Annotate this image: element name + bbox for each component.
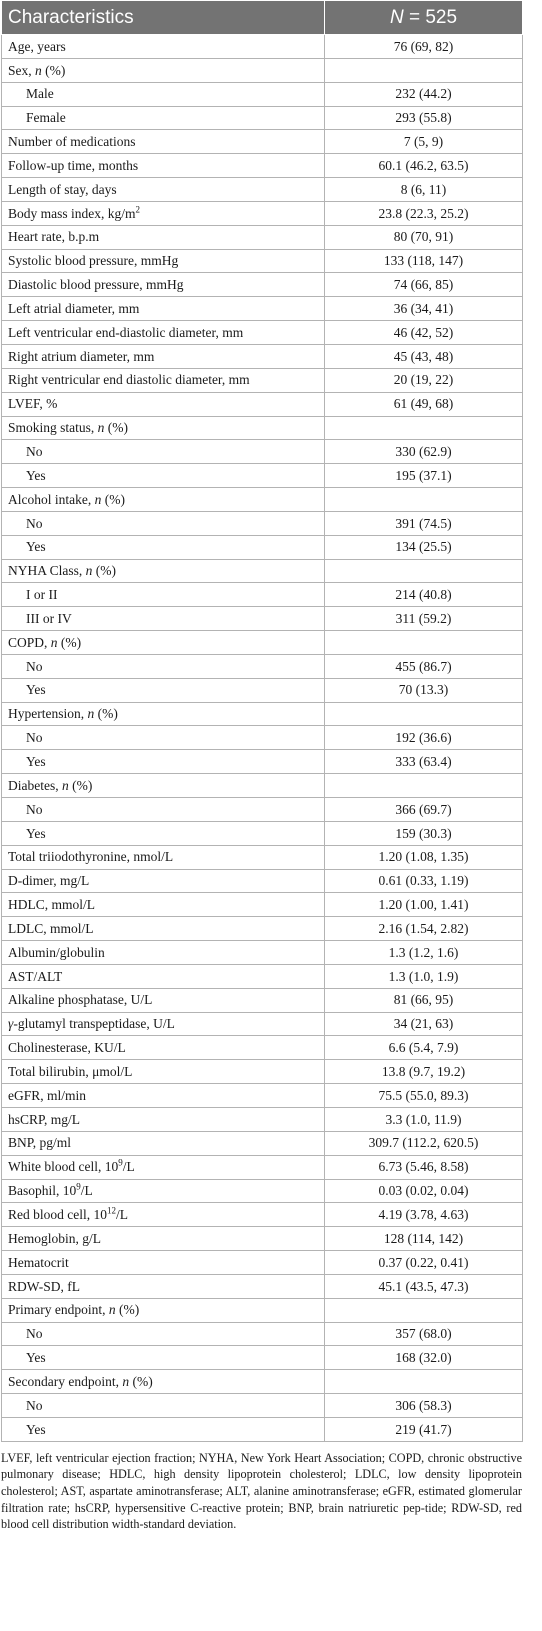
table-row	[2, 750, 523, 774]
row-label	[2, 201, 325, 225]
row-label-suffix: /L	[115, 1207, 128, 1223]
row-label-superscript: 9	[118, 1157, 123, 1168]
table-row	[2, 35, 523, 59]
row-label-text: Basophil, 10	[8, 1183, 77, 1199]
table-row	[2, 607, 523, 631]
row-label-suffix: /L	[80, 1183, 93, 1199]
row-value: 214 (40.8)	[325, 583, 523, 607]
row-label-text: Male	[26, 86, 54, 102]
row-value: 3.3 (1.0, 11.9)	[325, 1107, 523, 1131]
row-label	[2, 1060, 325, 1084]
row-label	[2, 1131, 325, 1155]
row-label-text: Hematocrit	[8, 1254, 69, 1270]
row-label-text: LVEF, %	[8, 396, 58, 412]
row-label	[2, 678, 325, 702]
table-footnote: LVEF, left ventricular ejection fraction; NYHA, New York Heart Association; COPD, chronic obstructive pulmonary disease; HDLC, high density lipoprotein cholesterol; LDLC, low density lipoprotein cholesterol; AST, aspartate aminotransferase; ALT, alanine aminotransferase; eGFR, estimated glomerular filtration rate; hsCRP, hypersensitive C-reactive protein; BNP, brain natriuretic pep-tide; RDW-SD, red blood cell distribution width-standard deviation.	[1, 1450, 522, 1532]
row-value: 134 (25.5)	[325, 535, 523, 559]
row-value: 293 (55.8)	[325, 106, 523, 130]
table-row	[2, 1370, 523, 1394]
row-label-text: COPD,	[8, 634, 51, 650]
table-row	[2, 1084, 523, 1108]
row-label-text: Systolic blood pressure, mmHg	[8, 253, 179, 269]
row-label-text: Total bilirubin, μmol/L	[8, 1063, 133, 1079]
row-label-italic: n	[108, 1302, 116, 1318]
row-label-text: Sex,	[8, 62, 35, 78]
row-value: 23.8 (22.3, 25.2)	[325, 201, 523, 225]
row-label-text: NYHA Class,	[8, 563, 86, 579]
row-label-text: No	[26, 1397, 43, 1413]
row-label-suffix: (%)	[57, 634, 82, 650]
row-label	[2, 35, 325, 59]
row-label-suffix: (%)	[92, 563, 117, 579]
row-label-text: Albumin/globulin	[8, 944, 105, 960]
row-value: 80 (70, 91)	[325, 225, 523, 249]
row-label	[2, 869, 325, 893]
table-row	[2, 1274, 523, 1298]
row-label	[2, 297, 325, 321]
row-value: 34 (21, 63)	[325, 1012, 523, 1036]
row-label	[2, 893, 325, 917]
row-label-text: Hypertension,	[8, 706, 88, 722]
table-row	[2, 440, 523, 464]
row-label	[2, 1179, 325, 1203]
table-row	[2, 82, 523, 106]
row-value	[325, 631, 523, 655]
row-label-superscript: 2	[135, 204, 140, 215]
row-label	[2, 58, 325, 82]
table-row	[2, 488, 523, 512]
row-label-superscript: 12	[106, 1205, 116, 1216]
table-row	[2, 917, 523, 941]
row-label-text: hsCRP, mg/L	[8, 1111, 81, 1127]
row-label-text: Yes	[26, 539, 46, 555]
row-value: 159 (30.3)	[325, 821, 523, 845]
table-row	[2, 321, 523, 345]
row-value: 20 (19, 22)	[325, 368, 523, 392]
row-label-text: Length of stay, days	[8, 181, 117, 197]
table-row	[2, 798, 523, 822]
row-label-italic: n	[35, 62, 42, 78]
row-value: 45.1 (43.5, 47.3)	[325, 1274, 523, 1298]
row-label-text: Follow-up time, months	[8, 157, 139, 173]
row-label	[2, 1036, 325, 1060]
table-row	[2, 106, 523, 130]
row-value: 455 (86.7)	[325, 654, 523, 678]
row-label	[2, 1322, 325, 1346]
row-label	[2, 607, 325, 631]
row-label-text: I or II	[26, 587, 58, 603]
table-row	[2, 1227, 523, 1251]
table-row	[2, 845, 523, 869]
row-value: 46 (42, 52)	[325, 321, 523, 345]
row-label	[2, 130, 325, 154]
row-label-text: Right atrium diameter, mm	[8, 348, 155, 364]
table-row	[2, 988, 523, 1012]
row-label-text: Smoking status,	[8, 420, 98, 436]
table-row	[2, 58, 523, 82]
row-value: 36 (34, 41)	[325, 297, 523, 321]
row-value: 1.20 (1.08, 1.35)	[325, 845, 523, 869]
row-label-text: D-dimer, mg/L	[8, 873, 90, 889]
row-label	[2, 1155, 325, 1179]
row-label-suffix: (%)	[68, 777, 93, 793]
row-label	[2, 774, 325, 798]
row-value: 1.3 (1.2, 1.6)	[325, 941, 523, 965]
table-header-row	[2, 1, 523, 35]
row-label-suffix: (%)	[94, 706, 118, 722]
row-value: 60.1 (46.2, 63.5)	[325, 154, 523, 178]
row-value: 128 (114, 142)	[325, 1227, 523, 1251]
row-label	[2, 368, 325, 392]
row-label-text: -glutamyl transpeptidase, U/L	[13, 1016, 175, 1032]
header-n-symbol: N	[389, 6, 404, 28]
row-value: 45 (43, 48)	[325, 344, 523, 368]
table-row	[2, 941, 523, 965]
row-value: 0.03 (0.02, 0.04)	[325, 1179, 523, 1203]
row-value: 306 (58.3)	[325, 1394, 523, 1418]
table-row	[2, 1155, 523, 1179]
table-row	[2, 249, 523, 273]
row-label-text: Alkaline phosphatase, U/L	[8, 992, 153, 1008]
row-value: 2.16 (1.54, 2.82)	[325, 917, 523, 941]
table-row	[2, 1417, 523, 1441]
row-value: 76 (69, 82)	[325, 35, 523, 59]
row-label	[2, 511, 325, 535]
table-row	[2, 1298, 523, 1322]
table-row	[2, 1251, 523, 1275]
table-row	[2, 726, 523, 750]
row-label-text: Yes	[26, 1421, 46, 1437]
row-label	[2, 964, 325, 988]
table-row	[2, 774, 523, 798]
header-n	[325, 1, 523, 35]
row-value: 311 (59.2)	[325, 607, 523, 631]
row-value: 4.19 (3.78, 4.63)	[325, 1203, 523, 1227]
row-label-italic: n	[85, 563, 93, 579]
row-label	[2, 106, 325, 130]
row-value: 391 (74.5)	[325, 511, 523, 535]
row-label-italic: n	[50, 634, 58, 650]
row-label	[2, 1394, 325, 1418]
row-label-text: Diastolic blood pressure, mmHg	[8, 277, 184, 293]
row-label-text: Primary endpoint,	[8, 1302, 109, 1318]
row-value: 70 (13.3)	[325, 678, 523, 702]
row-label-text: No	[26, 515, 43, 531]
table-row	[2, 273, 523, 297]
row-label	[2, 798, 325, 822]
row-label-text: No	[26, 658, 43, 674]
row-label-text: Yes	[26, 753, 46, 769]
table-row	[2, 130, 523, 154]
row-value: 168 (32.0)	[325, 1346, 523, 1370]
row-label-greek: γ	[8, 1016, 14, 1032]
table-row	[2, 297, 523, 321]
row-value: 0.61 (0.33, 1.19)	[325, 869, 523, 893]
row-label	[2, 321, 325, 345]
row-label	[2, 273, 325, 297]
row-label-text: No	[26, 444, 43, 460]
row-label	[2, 1251, 325, 1275]
row-label-text: Yes	[26, 682, 46, 698]
row-value: 6.6 (5.4, 7.9)	[325, 1036, 523, 1060]
row-value: 357 (68.0)	[325, 1322, 523, 1346]
row-label	[2, 154, 325, 178]
row-label	[2, 392, 325, 416]
table-row	[2, 368, 523, 392]
row-label	[2, 1203, 325, 1227]
table-row	[2, 631, 523, 655]
row-label	[2, 821, 325, 845]
table-row	[2, 1322, 523, 1346]
row-label-text: Left ventricular end-diastolic diameter, mm	[8, 324, 244, 340]
table-row	[2, 344, 523, 368]
row-label	[2, 917, 325, 941]
table-row	[2, 416, 523, 440]
row-value: 6.73 (5.46, 8.58)	[325, 1155, 523, 1179]
row-label	[2, 654, 325, 678]
row-label-italic: n	[122, 1373, 130, 1389]
table-row	[2, 678, 523, 702]
row-label-text: Total triiodothyronine, nmol/L	[8, 849, 174, 865]
row-value: 309.7 (112.2, 620.5)	[325, 1131, 523, 1155]
row-value: 192 (36.6)	[325, 726, 523, 750]
row-label	[2, 845, 325, 869]
row-label	[2, 726, 325, 750]
row-label-text: Alcohol intake,	[8, 491, 95, 507]
row-label-text: Heart rate, b.p.m	[8, 229, 100, 245]
row-label-suffix: (%)	[101, 491, 125, 507]
table-row	[2, 821, 523, 845]
row-value: 81 (66, 95)	[325, 988, 523, 1012]
table-row	[2, 1131, 523, 1155]
row-label-text: No	[26, 1326, 43, 1342]
table-row	[2, 1060, 523, 1084]
table-row	[2, 225, 523, 249]
table-container	[1, 0, 522, 1533]
characteristics-table	[1, 0, 523, 1442]
row-label-text: No	[26, 730, 43, 746]
row-value: 61 (49, 68)	[325, 392, 523, 416]
table-row	[2, 654, 523, 678]
row-label-text: RDW-SD, fL	[8, 1278, 80, 1294]
row-value: 1.20 (1.00, 1.41)	[325, 893, 523, 917]
row-value	[325, 416, 523, 440]
row-value	[325, 1370, 523, 1394]
row-label-text: Right ventricular end diastolic diameter, mm	[8, 372, 250, 388]
header-n-value: = 525	[403, 6, 458, 28]
row-label	[2, 1107, 325, 1131]
row-value	[325, 774, 523, 798]
row-label	[2, 941, 325, 965]
row-label-text: Yes	[26, 825, 46, 841]
row-label-suffix: (%)	[115, 1302, 140, 1318]
row-label-italic: n	[87, 706, 95, 722]
table-row	[2, 464, 523, 488]
table-body	[2, 35, 523, 1442]
row-label-suffix: (%)	[129, 1373, 153, 1389]
row-value: 75.5 (55.0, 89.3)	[325, 1084, 523, 1108]
row-label	[2, 631, 325, 655]
table-row	[2, 1394, 523, 1418]
row-label	[2, 488, 325, 512]
table-row	[2, 1346, 523, 1370]
row-label-text: eGFR, ml/min	[8, 1087, 87, 1103]
row-label-text: Female	[26, 110, 66, 126]
row-label	[2, 1417, 325, 1441]
row-value: 74 (66, 85)	[325, 273, 523, 297]
row-label	[2, 1274, 325, 1298]
row-label-text: AST/ALT	[8, 968, 63, 984]
row-label-text: HDLC, mmol/L	[8, 897, 95, 913]
row-label	[2, 225, 325, 249]
row-label	[2, 1012, 325, 1036]
table-row	[2, 1036, 523, 1060]
row-value: 330 (62.9)	[325, 440, 523, 464]
header-characteristics: Characteristics	[2, 1, 325, 35]
row-label-text: Hemoglobin, g/L	[8, 1230, 101, 1246]
row-label	[2, 416, 325, 440]
row-label-text: White blood cell, 10	[8, 1159, 119, 1175]
row-label	[2, 750, 325, 774]
row-value	[325, 58, 523, 82]
row-label	[2, 1227, 325, 1251]
row-label-superscript: 9	[76, 1181, 81, 1192]
row-label	[2, 583, 325, 607]
table-row	[2, 511, 523, 535]
row-value: 13.8 (9.7, 19.2)	[325, 1060, 523, 1084]
row-label-italic: n	[94, 491, 102, 507]
row-value: 7 (5, 9)	[325, 130, 523, 154]
table-row	[2, 535, 523, 559]
row-label-italic: n	[61, 777, 69, 793]
row-label-text: Diabetes,	[8, 777, 62, 793]
row-label	[2, 440, 325, 464]
row-label-text: Red blood cell, 10	[8, 1207, 107, 1223]
row-value	[325, 1298, 523, 1322]
row-label-text: Yes	[26, 467, 46, 483]
row-label	[2, 988, 325, 1012]
table-row	[2, 559, 523, 583]
row-label-text: Secondary endpoint,	[8, 1373, 123, 1389]
row-label	[2, 559, 325, 583]
row-label-suffix: /L	[122, 1159, 135, 1175]
row-value	[325, 488, 523, 512]
table-row	[2, 154, 523, 178]
row-value: 195 (37.1)	[325, 464, 523, 488]
row-label	[2, 1084, 325, 1108]
row-label-text: Age, years	[8, 38, 66, 54]
row-label-text: BNP, pg/ml	[8, 1135, 72, 1151]
row-value: 1.3 (1.0, 1.9)	[325, 964, 523, 988]
row-label	[2, 1298, 325, 1322]
row-label	[2, 702, 325, 726]
table-row	[2, 702, 523, 726]
row-value: 333 (63.4)	[325, 750, 523, 774]
row-label-text: Number of medications	[8, 134, 136, 150]
row-label-italic: n	[97, 420, 105, 436]
row-value: 232 (44.2)	[325, 82, 523, 106]
row-label-text: LDLC, mmol/L	[8, 920, 94, 936]
row-label	[2, 464, 325, 488]
table-row	[2, 1179, 523, 1203]
row-value	[325, 559, 523, 583]
row-value: 219 (41.7)	[325, 1417, 523, 1441]
table-row	[2, 583, 523, 607]
row-label-suffix: (%)	[41, 62, 66, 78]
row-value: 133 (118, 147)	[325, 249, 523, 273]
table-row	[2, 1107, 523, 1131]
row-value: 0.37 (0.22, 0.41)	[325, 1251, 523, 1275]
row-label	[2, 178, 325, 202]
row-value: 8 (6, 11)	[325, 178, 523, 202]
table-row	[2, 1203, 523, 1227]
table-row	[2, 1012, 523, 1036]
table-row	[2, 178, 523, 202]
table-row	[2, 392, 523, 416]
row-label	[2, 82, 325, 106]
table-row	[2, 201, 523, 225]
table-row	[2, 964, 523, 988]
row-label	[2, 535, 325, 559]
row-label	[2, 344, 325, 368]
row-label	[2, 1346, 325, 1370]
row-label-suffix: (%)	[104, 420, 129, 436]
row-label-text: Cholinesterase, KU/L	[8, 1040, 126, 1056]
row-label-text: Left atrial diameter, mm	[8, 300, 140, 316]
row-label	[2, 1370, 325, 1394]
table-row	[2, 893, 523, 917]
row-label-text: Body mass index, kg/m	[8, 205, 136, 221]
row-value: 366 (69.7)	[325, 798, 523, 822]
row-label	[2, 249, 325, 273]
row-label-text: III or IV	[26, 610, 72, 626]
row-label-text: No	[26, 801, 43, 817]
row-value	[325, 702, 523, 726]
table-row	[2, 869, 523, 893]
row-label-text: Yes	[26, 1350, 46, 1366]
